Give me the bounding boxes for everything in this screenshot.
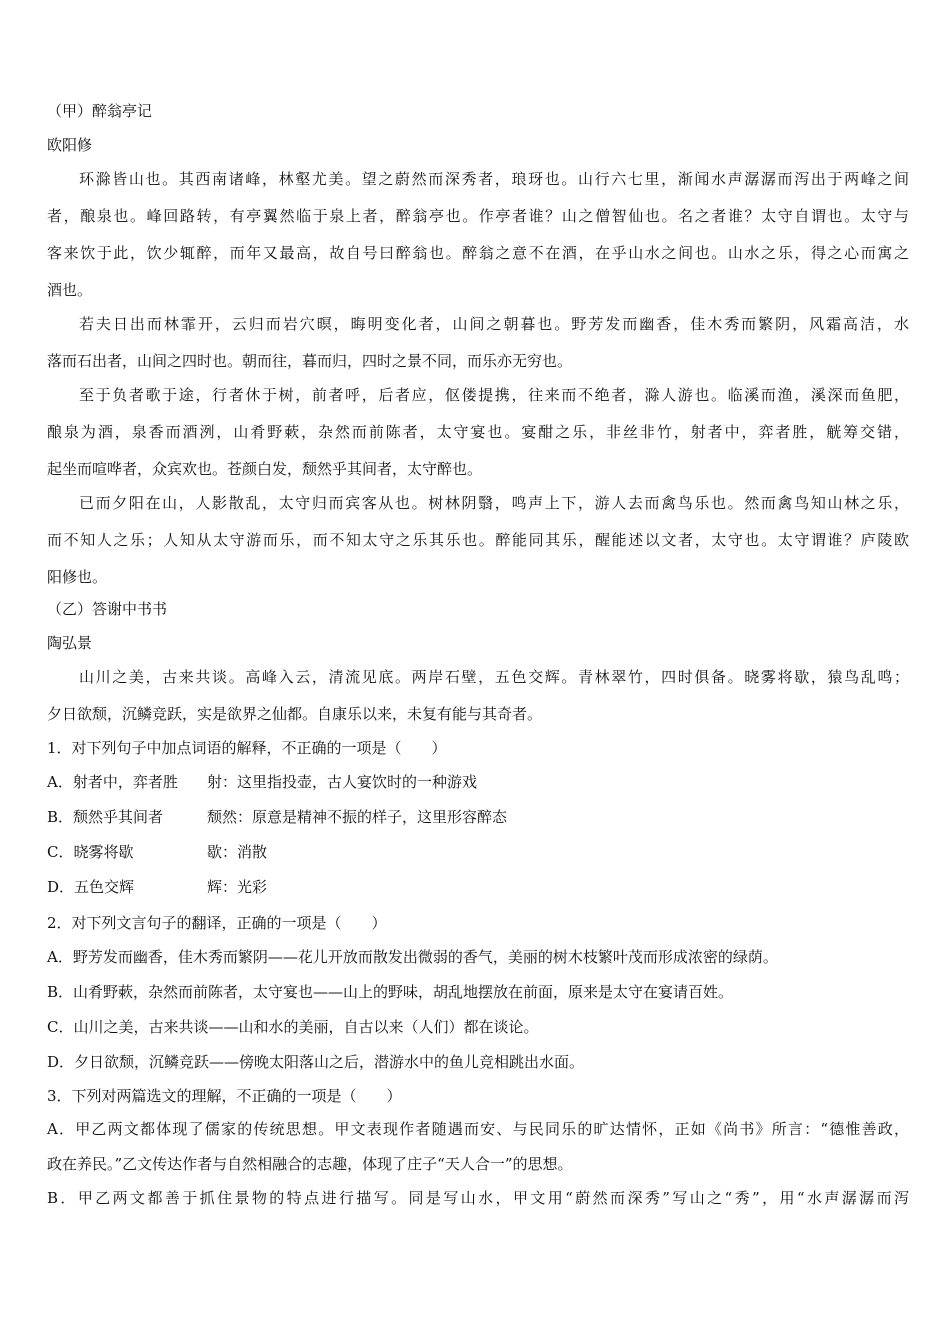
option-gloss: 辉：光彩 (207, 878, 268, 896)
option-label: D．五色交辉 (47, 878, 135, 896)
question-1-stem: 1．对下列句子中加点词语的解释，不正确的一项是（ ） (47, 739, 447, 757)
option-label: A．射者中，弈者胜 (47, 773, 178, 791)
passage-a-p3-line: 起坐而喧哗者，众宾欢也。苍颜白发，颓然乎其间者，太守醉也。 (47, 460, 483, 478)
question-3-option-a-line: A．甲乙两文都体现了儒家的传统思想。甲文表现作者随遇而安、与民同乐的旷达情怀，正如《尚书》所言：“德惟善政， (47, 1120, 909, 1138)
option-gloss: 颓然：原意是精神不振的样子，这里形容醉态 (207, 808, 508, 826)
passage-a-p3-line: 酿泉为酒，泉香而酒洌，山肴野蔌，杂然而前陈者，太守宴也。宴酣之乐，非丝非竹，射者中，弈者胜，觥筹交错， (47, 423, 909, 441)
passage-a-p4-line: 阳修也。 (47, 568, 108, 586)
passage-a-author: 欧阳修 (47, 136, 93, 154)
passage-a-heading: （甲）醉翁亭记 (47, 102, 153, 120)
question-1-option-d (47, 876, 909, 898)
passage-b-p1-line: 山川之美，古来共谈。高峰入云，清流见底。两岸石壁，五色交辉。青林翠竹，四时俱备。晓雾将歇，猿鸟乱鸣； (79, 668, 909, 686)
question-2-option-b: B．山肴野蔌，杂然而前陈者，太守宴也——山上的野味，胡乱地摆放在前面，原来是太守在宴请百姓。 (47, 983, 734, 1001)
passage-a-p4-line: 已而夕阳在山，人影散乱，太守归而宾客从也。树林阴翳，鸣声上下，游人去而禽鸟乐也。然而禽鸟知山林之乐， (79, 494, 909, 512)
option-label: C．晓雾将歇 (47, 843, 134, 861)
question-1-option-a (47, 771, 909, 793)
question-3-option-a-line: 政在养民。”乙文传达作者与自然相融合的志趣，体现了庄子“天人合一”的思想。 (47, 1155, 573, 1173)
passage-a-p2-line: 若夫日出而林霏开，云归而岩穴暝，晦明变化者，山间之朝暮也。野芳发而幽香，佳木秀而繁阴，风霜高洁，水 (79, 315, 909, 333)
passage-a-p3-line: 至于负者歌于途，行者休于树，前者呼，后者应，伛偻提携，往来而不绝者，滁人游也。临溪而渔，溪深而鱼肥， (79, 386, 909, 404)
question-1-option-b (47, 806, 909, 828)
option-gloss: 射：这里指投壶，古人宴饮时的一种游戏 (207, 773, 478, 791)
passage-a-p1-line: 者，酿泉也。峰回路转，有亭翼然临于泉上者，醉翁亭也。作亭者谁？山之僧智仙也。名之者谁？太守自谓也。太守与 (47, 207, 909, 225)
passage-a-p2-line: 落而石出者，山间之四时也。朝而往，暮而归，四时之景不同，而乐亦无穷也。 (47, 352, 573, 370)
passage-a-p1-line: 环滁皆山也。其西南诸峰，林壑尤美。望之蔚然而深秀者，琅玡也。山行六七里，渐闻水声潺潺而泻出于两峰之间 (79, 170, 909, 188)
option-gloss: 歇：消散 (207, 843, 268, 861)
passage-a-p4-line: 而不知人之乐；人知从太守游而乐，而不知太守之乐其乐也。醉能同其乐，醒能述以文者，太守也。太守谓谁？庐陵欧 (47, 531, 909, 549)
passage-b-heading: （乙）答谢中书书 (47, 600, 168, 618)
passage-a-p1-line: 酒也。 (47, 281, 93, 299)
question-3-option-b-line: B．甲乙两文都善于抓住景物的特点进行描写。同是写山水，甲文用“蔚然而深秀”写山之“秀”，用“水声潺潺而泻 (47, 1189, 909, 1207)
question-1-option-c (47, 841, 909, 863)
question-3-stem: 3．下列对两篇选文的理解，不正确的一项是（ ） (47, 1087, 402, 1105)
question-2-option-c: C．山川之美，古来共谈——山和水的美丽，自古以来（人们）都在谈论。 (47, 1018, 539, 1036)
question-2-option-d: D．夕日欲颓，沉鳞竞跃——傍晚太阳落山之后，潜游水中的鱼儿竞相跳出水面。 (47, 1053, 585, 1071)
passage-b-p1-line: 夕日欲颓，沉鳞竞跃，实是欲界之仙都。自康乐以来，未复有能与其奇者。 (47, 705, 543, 723)
question-2-stem: 2．对下列文言句子的翻译，正确的一项是（ ） (47, 914, 387, 932)
passage-b-author: 陶弘景 (47, 634, 93, 652)
option-label: B．颓然乎其间者 (47, 808, 164, 826)
question-2-option-a: A．野芳发而幽香，佳木秀而繁阴——花儿开放而散发出微弱的香气，美丽的树木枝繁叶茂而形成浓密的绿荫。 (47, 948, 778, 966)
passage-a-p1-line: 客来饮于此，饮少辄醉，而年又最高，故自号曰醉翁也。醉翁之意不在酒，在乎山水之间也。山水之乐，得之心而寓之 (47, 244, 909, 262)
